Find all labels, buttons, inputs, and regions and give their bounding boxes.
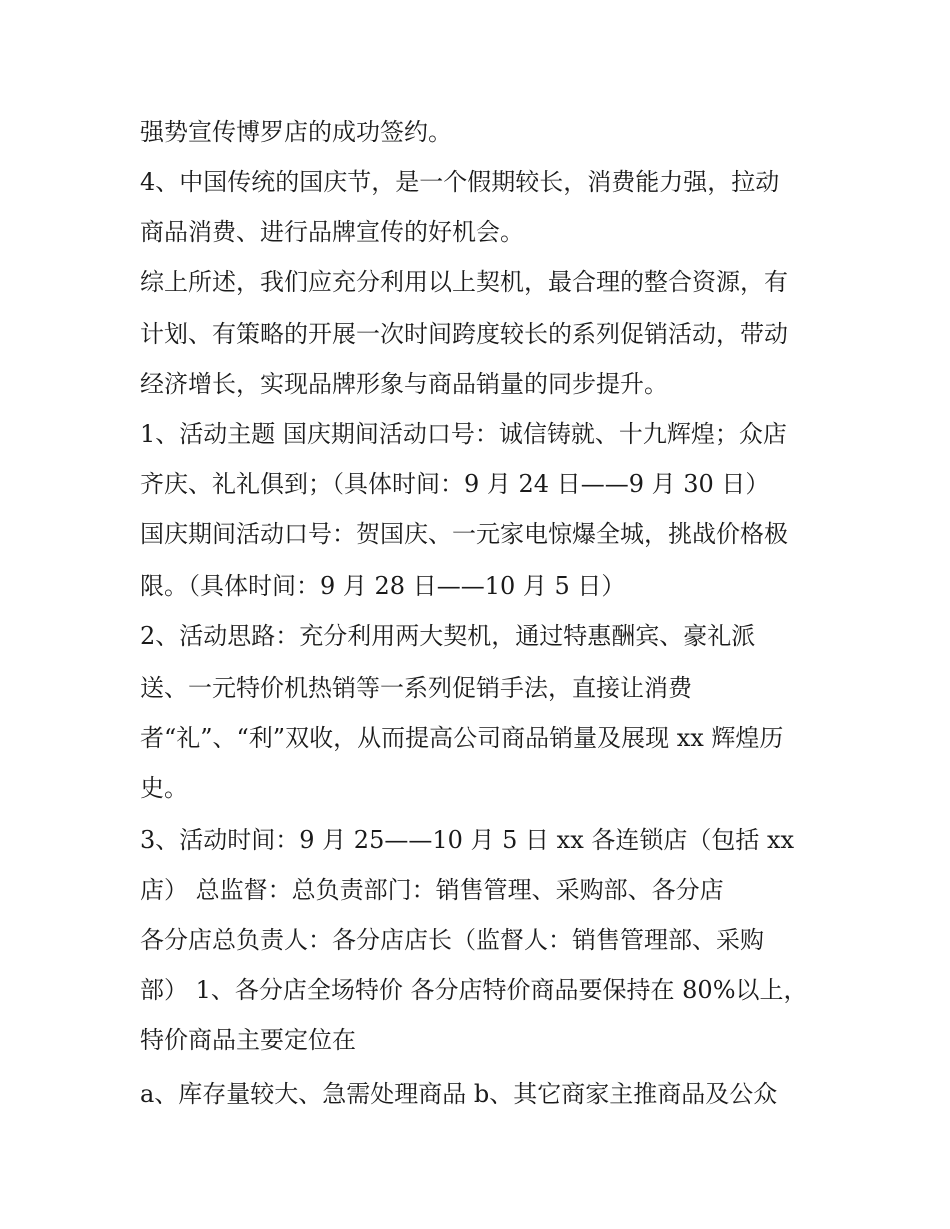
text-line: 2、活动思路：充分利用两大契机，通过特惠酬宾、豪礼派 [140, 622, 756, 650]
text-line: 3、活动时间：9 月 25——10 月 5 日 xx 各连锁店（包括 xx [140, 826, 795, 854]
text-line: 史。 [140, 774, 188, 802]
text-line: 强势宣传博罗店的成功签约。 [140, 118, 452, 146]
text-line: 商品消费、进行品牌宣传的好机会。 [140, 218, 524, 246]
text-line: 限。（具体时间：9 月 28 日——10 月 5 日） [140, 572, 626, 600]
text-line: 国庆期间活动口号：贺国庆、一元家电惊爆全城，挑战价格极 [140, 520, 788, 548]
text-line: 1、活动主题 国庆期间活动口号：诚信铸就、十九辉煌；众店 [140, 420, 787, 448]
text-line: 4、中国传统的国庆节，是一个假期较长，消费能力强，拉动 [140, 168, 780, 196]
text-line: 齐庆、礼礼俱到；（具体时间：9 月 24 日——9 月 30 日） [140, 470, 770, 498]
text-line: 店） 总监督：总负责部门：销售管理、采购部、各分店 [140, 876, 724, 904]
text-line: 综上所述，我们应充分利用以上契机，最合理的整合资源，有 [140, 268, 788, 296]
text-line: a、库存量较大、急需处理商品 b、其它商家主推商品及公众 [140, 1080, 778, 1108]
text-line: 特价商品主要定位在 [140, 1026, 356, 1054]
text-line: 经济增长，实现品牌形象与商品销量的同步提升。 [140, 370, 668, 398]
text-line: 计划、有策略的开展一次时间跨度较长的系列促销活动，带动 [140, 320, 788, 348]
text-line: 送、一元特价机热销等一系列促销手法，直接让消费 [140, 674, 692, 702]
text-line: 部） 1、各分店全场特价 各分店特价商品要保持在 80%以上， [140, 976, 808, 1004]
text-line: 各分店总负责人：各分店店长（监督人：销售管理部、采购 [140, 926, 764, 954]
text-line: 者“礼”、“利”双收，从而提高公司商品销量及展现 xx 辉煌历 [140, 724, 784, 752]
